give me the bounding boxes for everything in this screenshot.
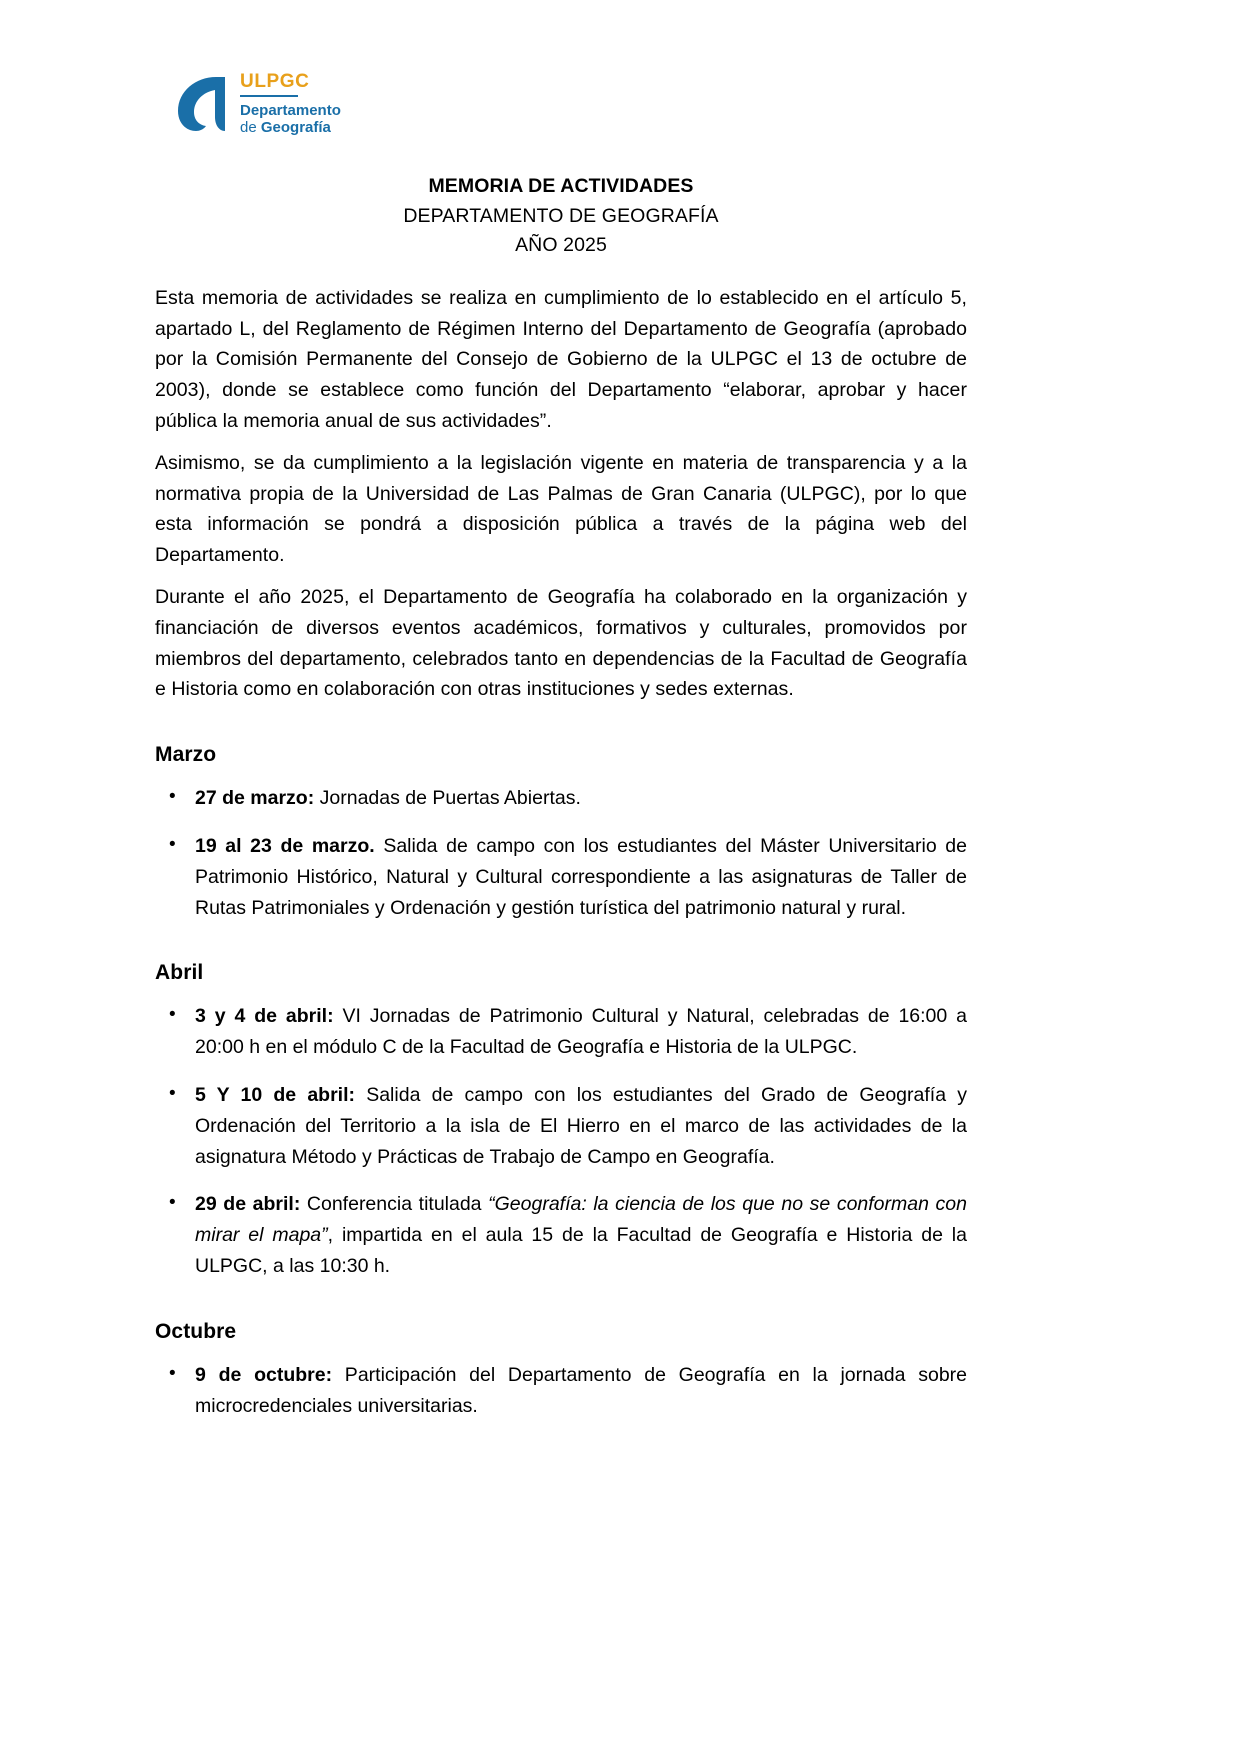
section-octubre [155,1320,967,1422]
item-text: Participación del Departamento de Geografía en la jornada sobre microcredenciales universitarias. [195,1363,968,1417]
page-title: MEMORIA DE ACTIVIDADES [428,175,694,197]
list-item [155,783,967,814]
item-text: Salida de campo con los estudiantes del Grado de Geografía y Ordenación del Territorio a la isla de El Hierro en el marco de las actividades de la asignatura Método y Prácticas de Trabajo de Campo en Geografía. [195,1084,967,1168]
logo-dept-line1: Departamento [240,102,341,119]
logo-acronym: ULPGC [240,71,310,92]
item-text: VI Jornadas de Patrimonio Cultural y Natural, celebradas de 16:00 a 20:00 h en el módulo C de la Facultad de Geografía e Historia de la ULPGC. [195,1005,967,1059]
logo-divider [240,95,298,97]
month-heading-abril: Abril [155,961,204,985]
item-text: Salida de campo con los estudiantes del Máster Universitario de Patrimonio Histórico, Natural y Cultural correspondiente a las asignaturas de Taller de Rutas Patrimoniales y Ordenación y gestión turística del patrimonio natural y rural. [195,835,968,919]
ulpgc-swoosh-icon [172,73,230,135]
intro-paragraph-2: Asimismo, se da cumplimiento a la legislación vigente en materia de transparencia y a la normativa propia de la Universidad de Las Palmas de Gran Canaria (ULPGC), por lo que esta información se pondrá a disposición pública a través de la página web del Departamento. [155,451,967,567]
list-item [155,1080,967,1172]
item-date: 19 al 23 de marzo. [195,835,375,858]
item-date: 9 de octubre: [195,1363,333,1386]
activity-list-abril [155,1001,967,1281]
document-content [155,172,967,1421]
list-item [155,1189,967,1281]
logo-dept-line2 [240,119,341,136]
logo-dept-prefix: de [240,119,261,137]
item-text-italic: “Geografía: la ciencia de los que no se conforman con mirar el mapa” [195,1193,967,1247]
intro-paragraph-1: Esta memoria de actividades se realiza en cumplimiento de lo establecido en el artículo 5, apartado L, del Reglamento de Régimen Interno del Departamento de Geografía (aprobado por la Comisión Permanente del Consejo de Gobierno de la ULPGC el 13 de octubre de 2003), donde se establece como función del Departamento “elaborar, aprobar y hacer pública la memoria anual de sus actividades”. [155,286,967,433]
month-heading-marzo: Marzo [155,743,217,767]
item-text-after: , impartida en el aula 15 de la Facultad de Geografía e Historia de la ULPGC, a las 10:30 h. [195,1224,967,1277]
section-marzo [155,743,967,923]
item-text: Jornadas de Puertas Abiertas. [314,787,581,810]
item-text: Conferencia titulada [300,1193,489,1216]
month-heading-octubre: Octubre [155,1319,237,1343]
item-date: 27 de marzo: [195,787,315,810]
list-item [155,1360,967,1422]
logo-dept-geografia: Geografía [260,119,331,137]
intro-paragraphs [155,283,967,705]
activity-list-octubre [155,1360,967,1422]
page-subtitle: DEPARTAMENTO DE GEOGRAFÍA [403,204,719,227]
page-year: AÑO 2025 [515,234,607,257]
ulpgc-logo-text [240,72,341,137]
section-abril [155,961,967,1281]
item-date: 29 de abril: [195,1193,301,1216]
item-date: 5 Y 10 de abril: [195,1084,356,1107]
activity-list-marzo [155,783,967,923]
ulpgc-logo [172,72,341,137]
list-item [155,831,967,923]
intro-paragraph-3: Durante el año 2025, el Departamento de Geografía ha colaborado en la organización y financiación de diversos eventos académicos, formativos y culturales, promovidos por miembros del departamento, celebrados tanto en dependencias de la Facultad de Geografía e Historia como en colaboración con otras instituciones y sedes externas. [155,586,967,701]
list-item [155,1001,967,1063]
item-date: 3 y 4 de abril: [195,1005,334,1028]
